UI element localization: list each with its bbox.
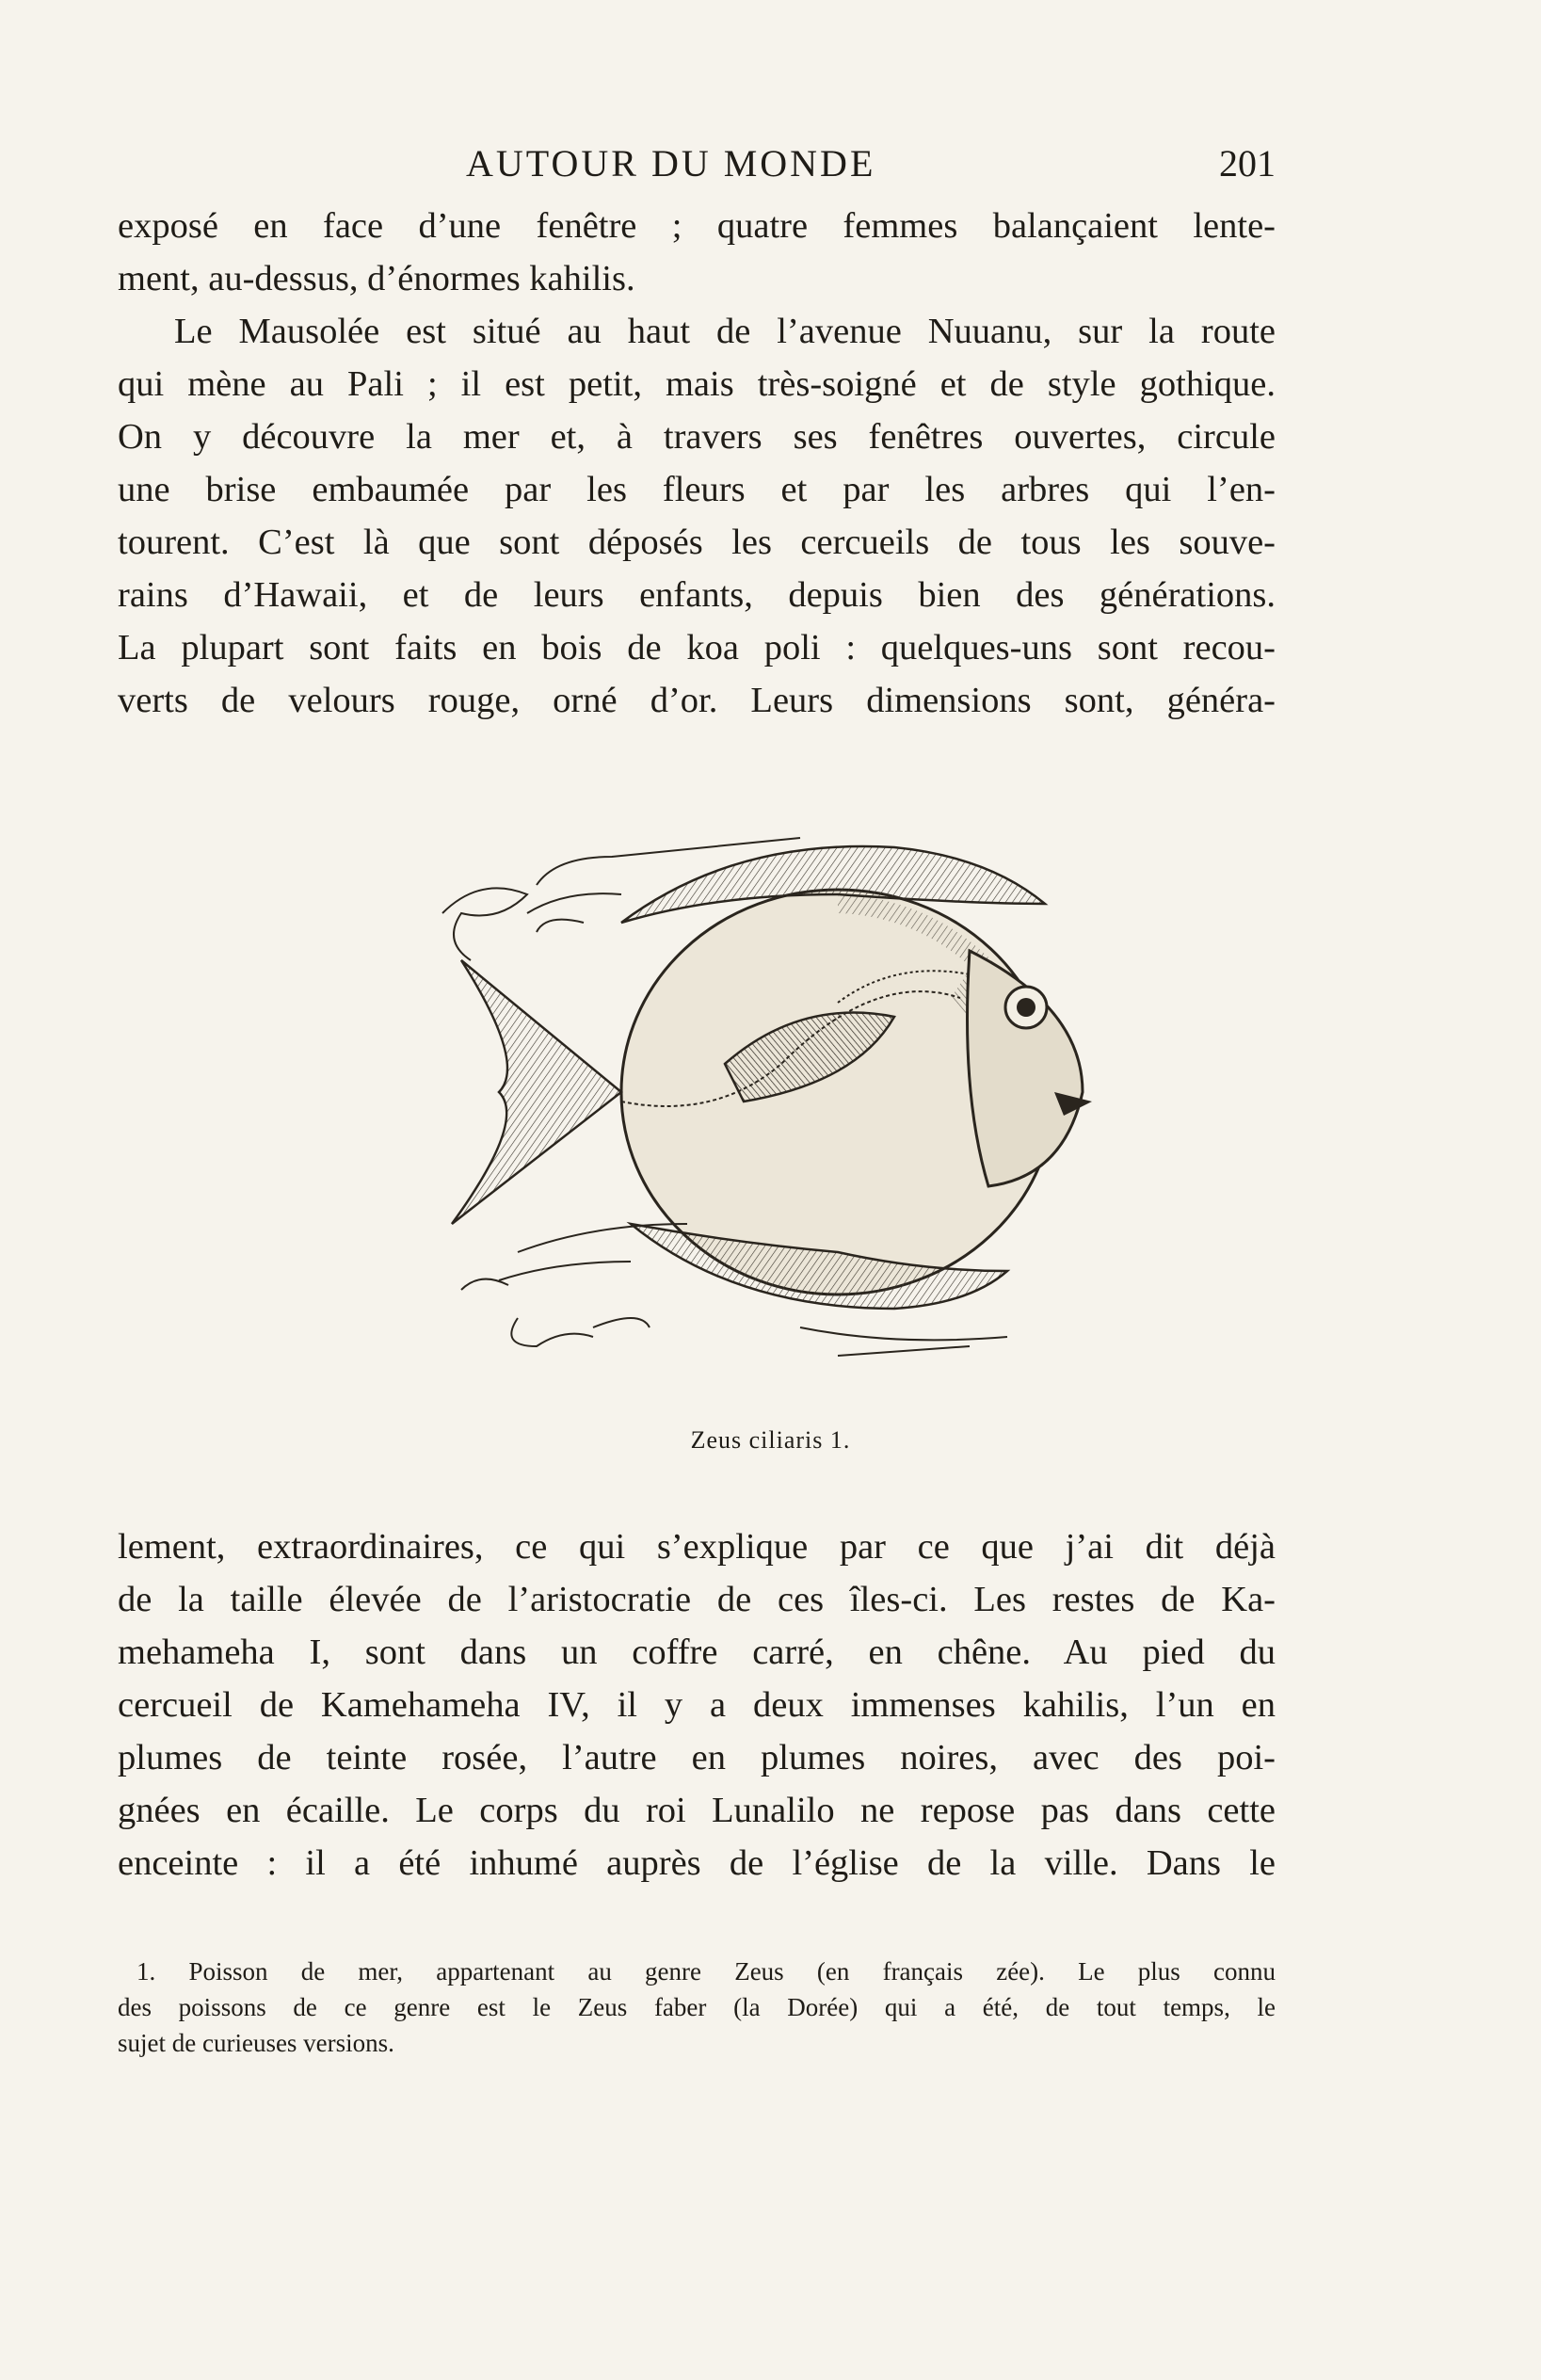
text-line: exposé en face d’une fenêtre ; quatre femmes balançaient lente- <box>118 206 1276 246</box>
text-line: rains d’Hawaii, et de leurs enfants, depuis bien des générations. <box>118 575 1276 615</box>
body-text-bottom <box>118 1520 1276 1890</box>
text-line: cercueil de Kamehameha IV, il y a deux immenses kahilis, l’un en <box>118 1685 1276 1725</box>
footnote-line: sujet de curieuses versions. <box>118 2029 394 2057</box>
text-line: une brise embaumée par les fleurs et par les arbres qui l’en- <box>118 470 1276 509</box>
page-number: 201 <box>1219 142 1276 185</box>
text-line: tourent. C’est là que sont déposés les cercueils de tous les souve- <box>118 523 1276 562</box>
footnote-line: des poissons de ce genre est le Zeus faber (la Dorée) qui a été, de tout temps, le <box>118 1993 1276 2021</box>
running-title: AUTOUR DU MONDE <box>466 142 876 185</box>
text-line: gnées en écaille. Le corps du roi Lunalilo ne repose pas dans cette <box>118 1791 1276 1830</box>
figure-caption: Zeus ciliaris 1. <box>690 1426 851 1454</box>
text-line: Le Mausolée est situé au haut de l’avenue Nuuanu, sur la route <box>174 312 1276 351</box>
body-text-top <box>118 200 1276 727</box>
fish-illustration <box>311 781 1158 1403</box>
text-line: ment, au-dessus, d’énormes kahilis. <box>118 259 635 298</box>
text-line: enceinte : il a été inhumé auprès de l’église de la ville. Dans le <box>118 1843 1276 1883</box>
text-line: de la taille élevée de l’aristocratie de ces îles-ci. Les restes de Ka- <box>118 1580 1276 1619</box>
running-header <box>118 141 1276 188</box>
text-line: plumes de teinte rosée, l’autre en plumes noires, avec des poi- <box>118 1738 1276 1777</box>
text-line: On y découvre la mer et, à travers ses fenêtres ouvertes, circule <box>118 417 1276 457</box>
text-line: mehameha I, sont dans un coffre carré, en chêne. Au pied du <box>118 1632 1276 1672</box>
text-line: verts de velours rouge, orné d’or. Leurs dimensions sont, généra- <box>118 681 1276 720</box>
footnotes <box>118 1954 1276 2061</box>
text-line: lement, extraordinaires, ce qui s’explique par ce que j’ai dit déjà <box>118 1527 1276 1567</box>
footnote-line: 1. Poisson de mer, appartenant au genre Zeus (en français zée). Le plus connu <box>136 1957 1276 1986</box>
zeus-ciliaris-engraving <box>311 781 1158 1403</box>
text-line: La plupart sont faits en bois de koa poli : quelques-uns sont recou- <box>118 628 1276 667</box>
text-line: qui mène au Pali ; il est petit, mais très-soigné et de style gothique. <box>118 364 1276 404</box>
